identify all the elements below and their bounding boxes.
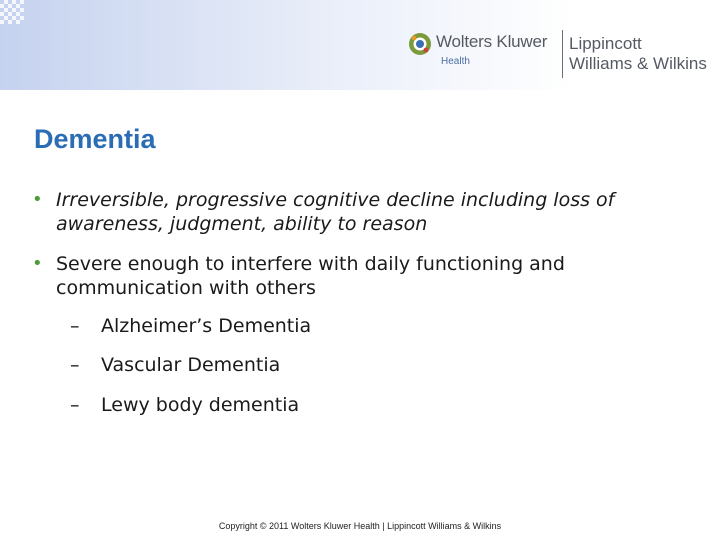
logo-divider: [562, 30, 563, 78]
publisher-logo: [406, 28, 718, 80]
bullet-text: Severe enough to interfere with daily functioning and communication with others: [56, 253, 565, 299]
sub-bullet-marker: –: [70, 394, 80, 416]
logo-imprint-line2: Williams & Wilkins: [569, 54, 707, 73]
copyright-footer: Copyright © 2011 Wolters Kluwer Health | Lippincott Williams & Wilkins: [218, 521, 502, 531]
sub-bullet-text: Vascular Dementia: [101, 354, 281, 376]
sub-bullet-marker: –: [70, 354, 80, 376]
corner-pattern: [0, 0, 24, 24]
wolters-kluwer-logo-icon: [408, 32, 432, 56]
bullet-marker: •: [32, 253, 43, 274]
logo-brand-text: Wolters Kluwer: [436, 32, 548, 51]
logo-division-text: Health: [441, 56, 470, 67]
sub-bullet-marker: –: [70, 315, 80, 337]
bullet-text: Irreversible, progressive cognitive decline including loss of awareness, judgment, ability to reason: [56, 189, 615, 235]
slide-title: Dementia: [34, 124, 156, 154]
bullet-marker: •: [32, 189, 43, 210]
sub-bullet-text: Lewy body dementia: [101, 394, 300, 416]
sub-bullet-text: Alzheimer’s Dementia: [101, 315, 312, 337]
logo-imprint-line1: Lippincott: [569, 34, 642, 53]
logo-imprint: [569, 34, 707, 74]
